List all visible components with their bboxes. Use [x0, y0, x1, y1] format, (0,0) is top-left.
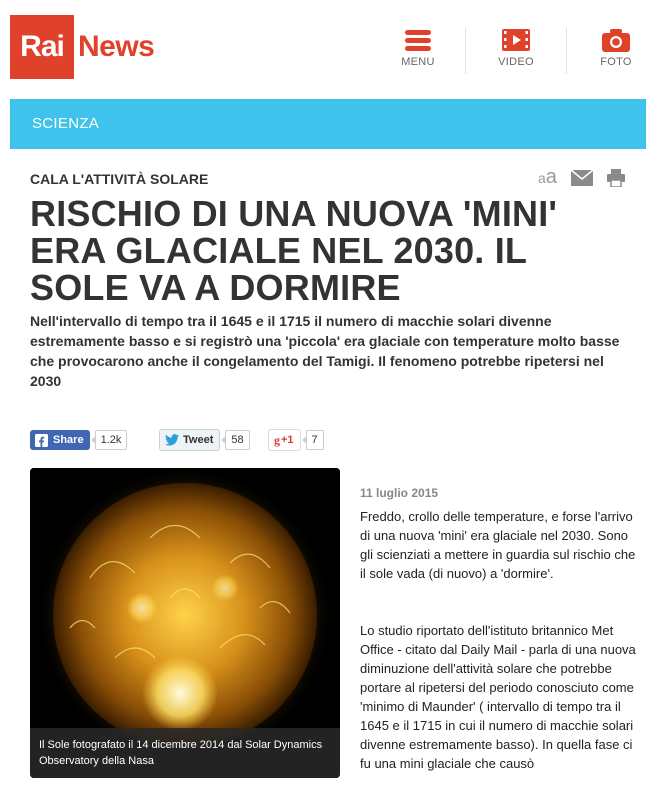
camera-icon: [602, 26, 630, 54]
tweet-button[interactable]: [159, 429, 220, 451]
image-caption: [30, 728, 340, 778]
print-icon[interactable]: [607, 169, 625, 187]
font-size-small: a: [538, 170, 546, 186]
nav-foto-label: FOTO: [600, 56, 632, 68]
tweet-count: 58: [225, 430, 249, 450]
nav-menu-button[interactable]: [388, 26, 448, 68]
nav-video-button[interactable]: [486, 26, 546, 68]
facebook-share-label: Share: [53, 434, 84, 446]
gplus-share: [268, 429, 324, 451]
video-icon: [502, 26, 530, 54]
section-bar[interactable]: [10, 99, 646, 149]
font-size-big: a: [545, 166, 557, 188]
article-paragraph: Lo studio riportato dell'istituto britannico Met Office - citato dal Daily Mail - parla di una nuova diminuzione dell'attività solare che potrebbe portare al ripetersi del periodo conosciuto come 'minimo di Maunder' ( intervallo di tempo tra il 1645 e il 1715 in cui il numero di macchie solari divenne estremamente basso). In quella fase ci fu una mini glaciale che causò: [360, 623, 636, 771]
facebook-share: [30, 429, 127, 451]
facebook-share-button[interactable]: [30, 430, 90, 450]
menu-icon: [405, 26, 431, 54]
gplus-label: +1: [281, 434, 294, 446]
nav-divider: [465, 28, 466, 74]
site-header: [0, 0, 646, 96]
article-date: 11 luglio 2015: [360, 486, 439, 500]
nav-menu-label: MENU: [401, 56, 435, 68]
nav-video-label: VIDEO: [498, 56, 534, 68]
gplus-button[interactable]: [268, 429, 301, 451]
nav-divider: [566, 28, 567, 74]
article-headline: RISCHIO DI UNA NUOVA 'MINI' ERA GLACIALE NEL 2030. IL SOLE VA A DORMIRE: [30, 193, 558, 308]
image-caption-text: Il Sole fotografato il 14 dicembre 2014 dal Solar Dynamics Observatory della Nasa: [39, 739, 323, 767]
facebook-icon: [35, 434, 48, 447]
font-size-icon[interactable]: [538, 166, 557, 189]
article-subtitle: Nell'intervallo di tempo tra il 1645 e il 1715 il numero di macchie solari divenne estremamente basso e si registrò una 'piccola' era glaciale con temperature molto basse che provocarono anche il congelamento del Tamigi. Il fenomeno potrebbe ripetersi nel 2030: [30, 313, 620, 389]
logo-news-text: News: [78, 30, 155, 63]
facebook-share-count: 1.2k: [95, 430, 128, 450]
twitter-bird-icon: [165, 434, 179, 446]
article-image[interactable]: [30, 468, 340, 778]
article-tools: [538, 166, 625, 189]
rainews-logo[interactable]: [10, 15, 154, 79]
article-kicker: CALA L'ATTIVITÀ SOLARE: [30, 171, 209, 187]
section-label: SCIENZA: [32, 115, 100, 132]
gplus-count: 7: [306, 430, 324, 450]
gplus-g-icon: g: [274, 432, 280, 447]
nav-foto-button[interactable]: [586, 26, 646, 68]
twitter-share: [159, 429, 250, 451]
tweet-label: Tweet: [183, 434, 214, 446]
article-paragraph: Freddo, crollo delle temperature, e forse l'arrivo di una nuova 'mini' era glaciale nel 2030. Sono gli scienziati a mettere in guardia sul rischio che il sole vada (di nuovo) a 'dormire'.: [360, 509, 636, 581]
email-icon[interactable]: [571, 170, 593, 186]
logo-rai-box: Rai: [10, 15, 74, 79]
